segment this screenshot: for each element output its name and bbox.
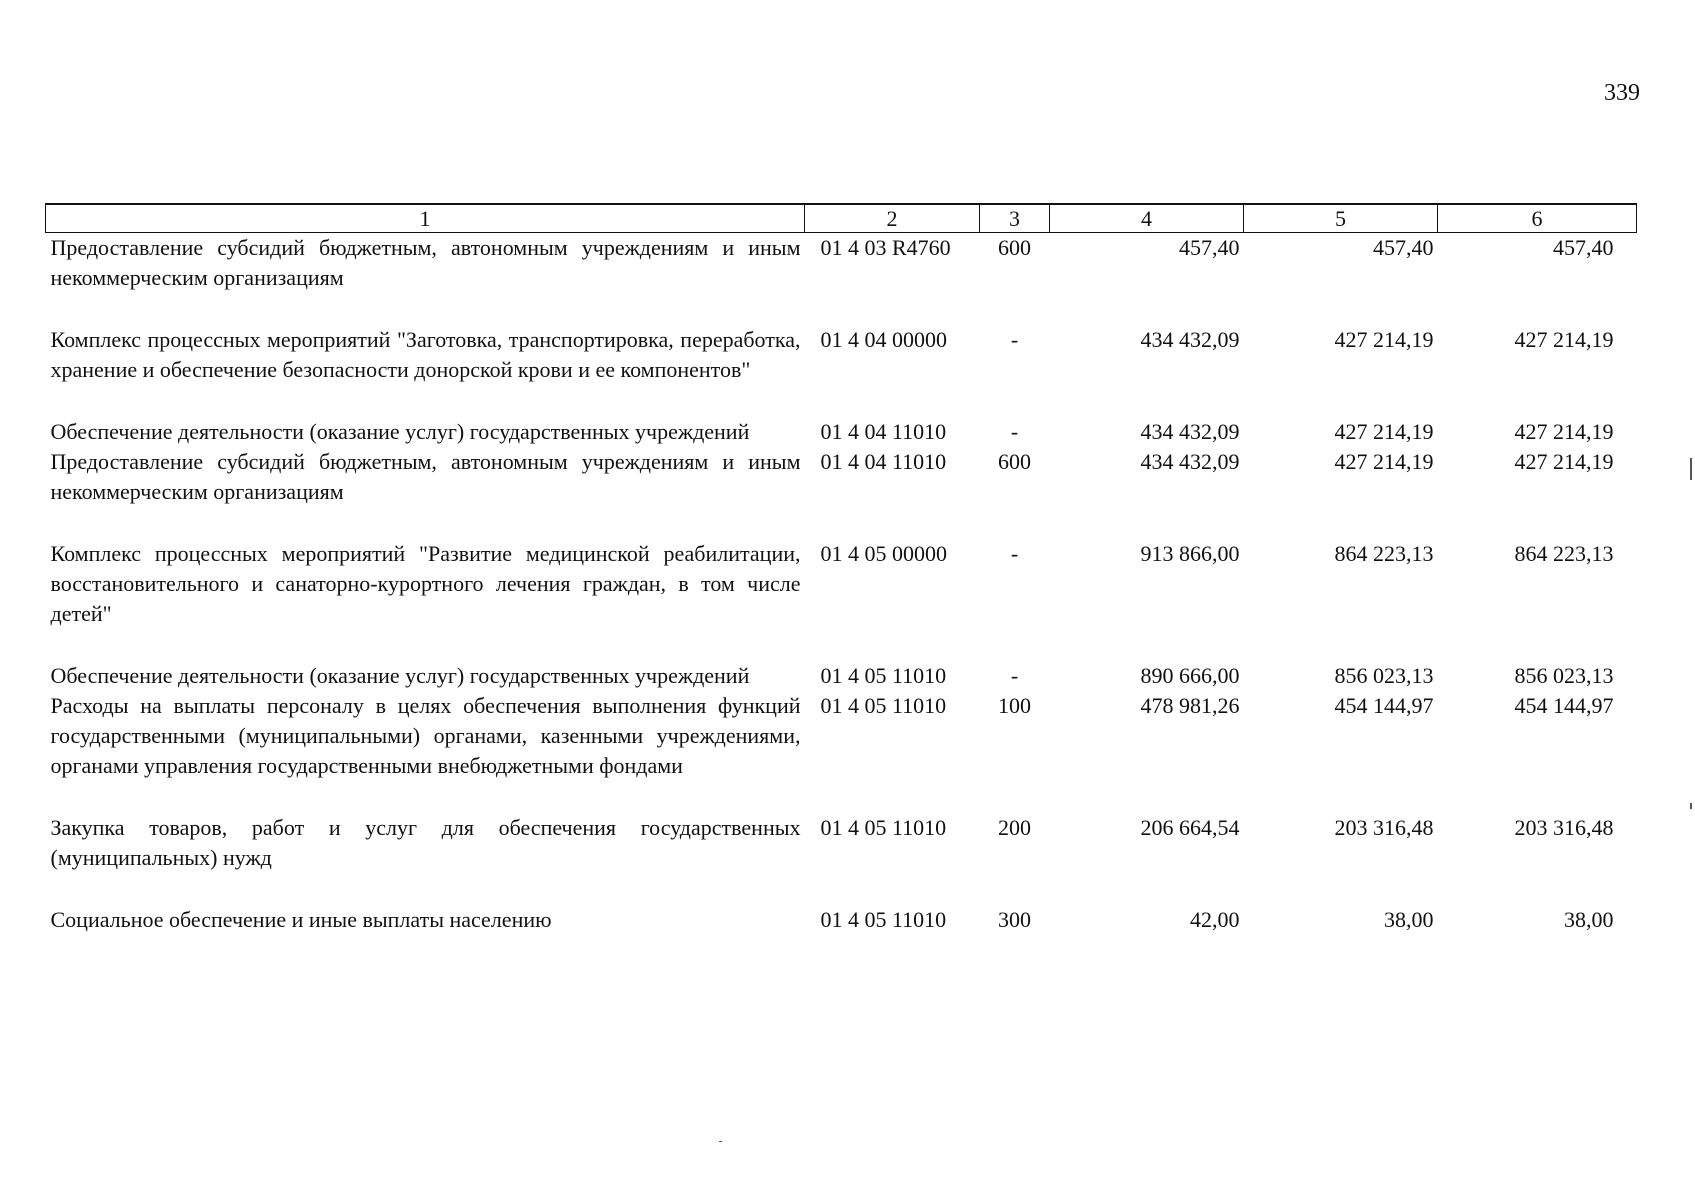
row-name: Социальное обеспечение и иные выплаты населению xyxy=(50,907,552,932)
row-type: 200 xyxy=(998,815,1031,840)
budget-table xyxy=(45,203,1637,935)
table-row xyxy=(46,447,1637,539)
page-number: 339 xyxy=(1604,80,1640,106)
table-row xyxy=(46,233,1637,326)
row-value-5: 38,00 xyxy=(1384,907,1434,932)
row-value-5: 856 023,13 xyxy=(1334,663,1434,688)
row-value-4: 434 432,09 xyxy=(1140,449,1240,474)
row-value-4: 457,40 xyxy=(1179,235,1240,260)
row-type: - xyxy=(1010,327,1019,352)
row-code: 01 4 05 11010 xyxy=(820,663,947,688)
row-name: Закупка товаров, работ и услуг для обеспечения государственных (муниципальных) нужд xyxy=(50,815,801,870)
row-code: 01 4 05 11010 xyxy=(820,693,947,718)
row-name: Предоставление субсидий бюджетным, автономным учреждениям и иным некоммерческим организациям xyxy=(50,449,801,504)
header-col-5: 5 xyxy=(1244,204,1438,233)
row-type: 600 xyxy=(998,235,1031,260)
table-body xyxy=(46,233,1637,936)
row-value-5: 454 144,97 xyxy=(1334,693,1434,718)
row-code: 01 4 04 00000 xyxy=(820,327,947,352)
row-value-4: 913 866,00 xyxy=(1140,541,1240,566)
row-type: 300 xyxy=(998,907,1031,932)
header-col-3: 3 xyxy=(980,204,1050,233)
row-code: 01 4 04 11010 xyxy=(820,419,947,444)
row-value-5: 427 214,19 xyxy=(1334,419,1434,444)
row-value-4: 478 981,26 xyxy=(1140,693,1240,718)
row-value-4: 890 666,00 xyxy=(1140,663,1240,688)
row-code: 01 4 03 R4760 xyxy=(820,235,951,260)
table-row xyxy=(46,813,1637,905)
scan-artifact xyxy=(719,1141,722,1142)
table-row xyxy=(46,691,1637,813)
row-code: 01 4 04 11010 xyxy=(820,449,947,474)
row-value-5: 457,40 xyxy=(1373,235,1434,260)
row-value-5: 427 214,19 xyxy=(1334,327,1434,352)
row-value-6: 38,00 xyxy=(1564,907,1614,932)
scan-artifact xyxy=(1690,458,1692,480)
row-name: Комплекс процессных мероприятий "Развитие медицинской реабилитации, восстановительного и санаторно-курортного лечения граждан, в том числе детей" xyxy=(50,541,801,626)
row-value-4: 434 432,09 xyxy=(1140,419,1240,444)
row-name: Предоставление субсидий бюджетным, автономным учреждениям и иным некоммерческим организациям xyxy=(50,235,801,290)
row-value-6: 427 214,19 xyxy=(1514,449,1614,474)
header-col-2: 2 xyxy=(805,204,980,233)
header-row xyxy=(46,204,1637,233)
table-row xyxy=(46,417,1637,447)
row-value-6: 457,40 xyxy=(1553,235,1614,260)
row-value-6: 427 214,19 xyxy=(1514,327,1614,352)
row-code: 01 4 05 00000 xyxy=(820,541,947,566)
row-code: 01 4 05 11010 xyxy=(820,815,947,840)
row-value-5: 427 214,19 xyxy=(1334,449,1434,474)
row-name: Комплекс процессных мероприятий "Заготовка, транспортировка, переработка, хранение и обеспечение безопасности донорской крови и ее компонентов" xyxy=(50,327,801,382)
row-value-4: 206 664,54 xyxy=(1140,815,1240,840)
row-value-6: 864 223,13 xyxy=(1514,541,1614,566)
row-type: - xyxy=(1010,419,1019,444)
row-code: 01 4 05 11010 xyxy=(820,907,947,932)
row-value-6: 454 144,97 xyxy=(1514,693,1614,718)
table-row xyxy=(46,905,1637,935)
table-row xyxy=(46,661,1637,691)
table-header xyxy=(46,204,1637,233)
header-col-6: 6 xyxy=(1438,204,1637,233)
row-type: - xyxy=(1010,663,1019,688)
row-value-6: 203 316,48 xyxy=(1514,815,1614,840)
header-col-1: 1 xyxy=(46,204,805,233)
table-row xyxy=(46,539,1637,661)
row-type: 100 xyxy=(998,693,1031,718)
table-row xyxy=(46,325,1637,417)
row-value-4: 434 432,09 xyxy=(1140,327,1240,352)
row-value-5: 203 316,48 xyxy=(1334,815,1434,840)
row-value-5: 864 223,13 xyxy=(1334,541,1434,566)
row-name: Расходы на выплаты персоналу в целях обеспечения выполнения функций государственными (муниципальными) органами, казенными учреждениями, органами управления государственными внебюджетными фондами xyxy=(50,693,801,778)
row-value-6: 856 023,13 xyxy=(1514,663,1614,688)
row-type: 600 xyxy=(998,449,1031,474)
row-name: Обеспечение деятельности (оказание услуг) государственных учреждений xyxy=(50,663,750,688)
row-type: - xyxy=(1010,541,1019,566)
row-value-4: 42,00 xyxy=(1190,907,1240,932)
row-value-6: 427 214,19 xyxy=(1514,419,1614,444)
header-col-4: 4 xyxy=(1050,204,1244,233)
scan-artifact xyxy=(1690,803,1692,809)
row-name: Обеспечение деятельности (оказание услуг) государственных учреждений xyxy=(50,419,750,444)
